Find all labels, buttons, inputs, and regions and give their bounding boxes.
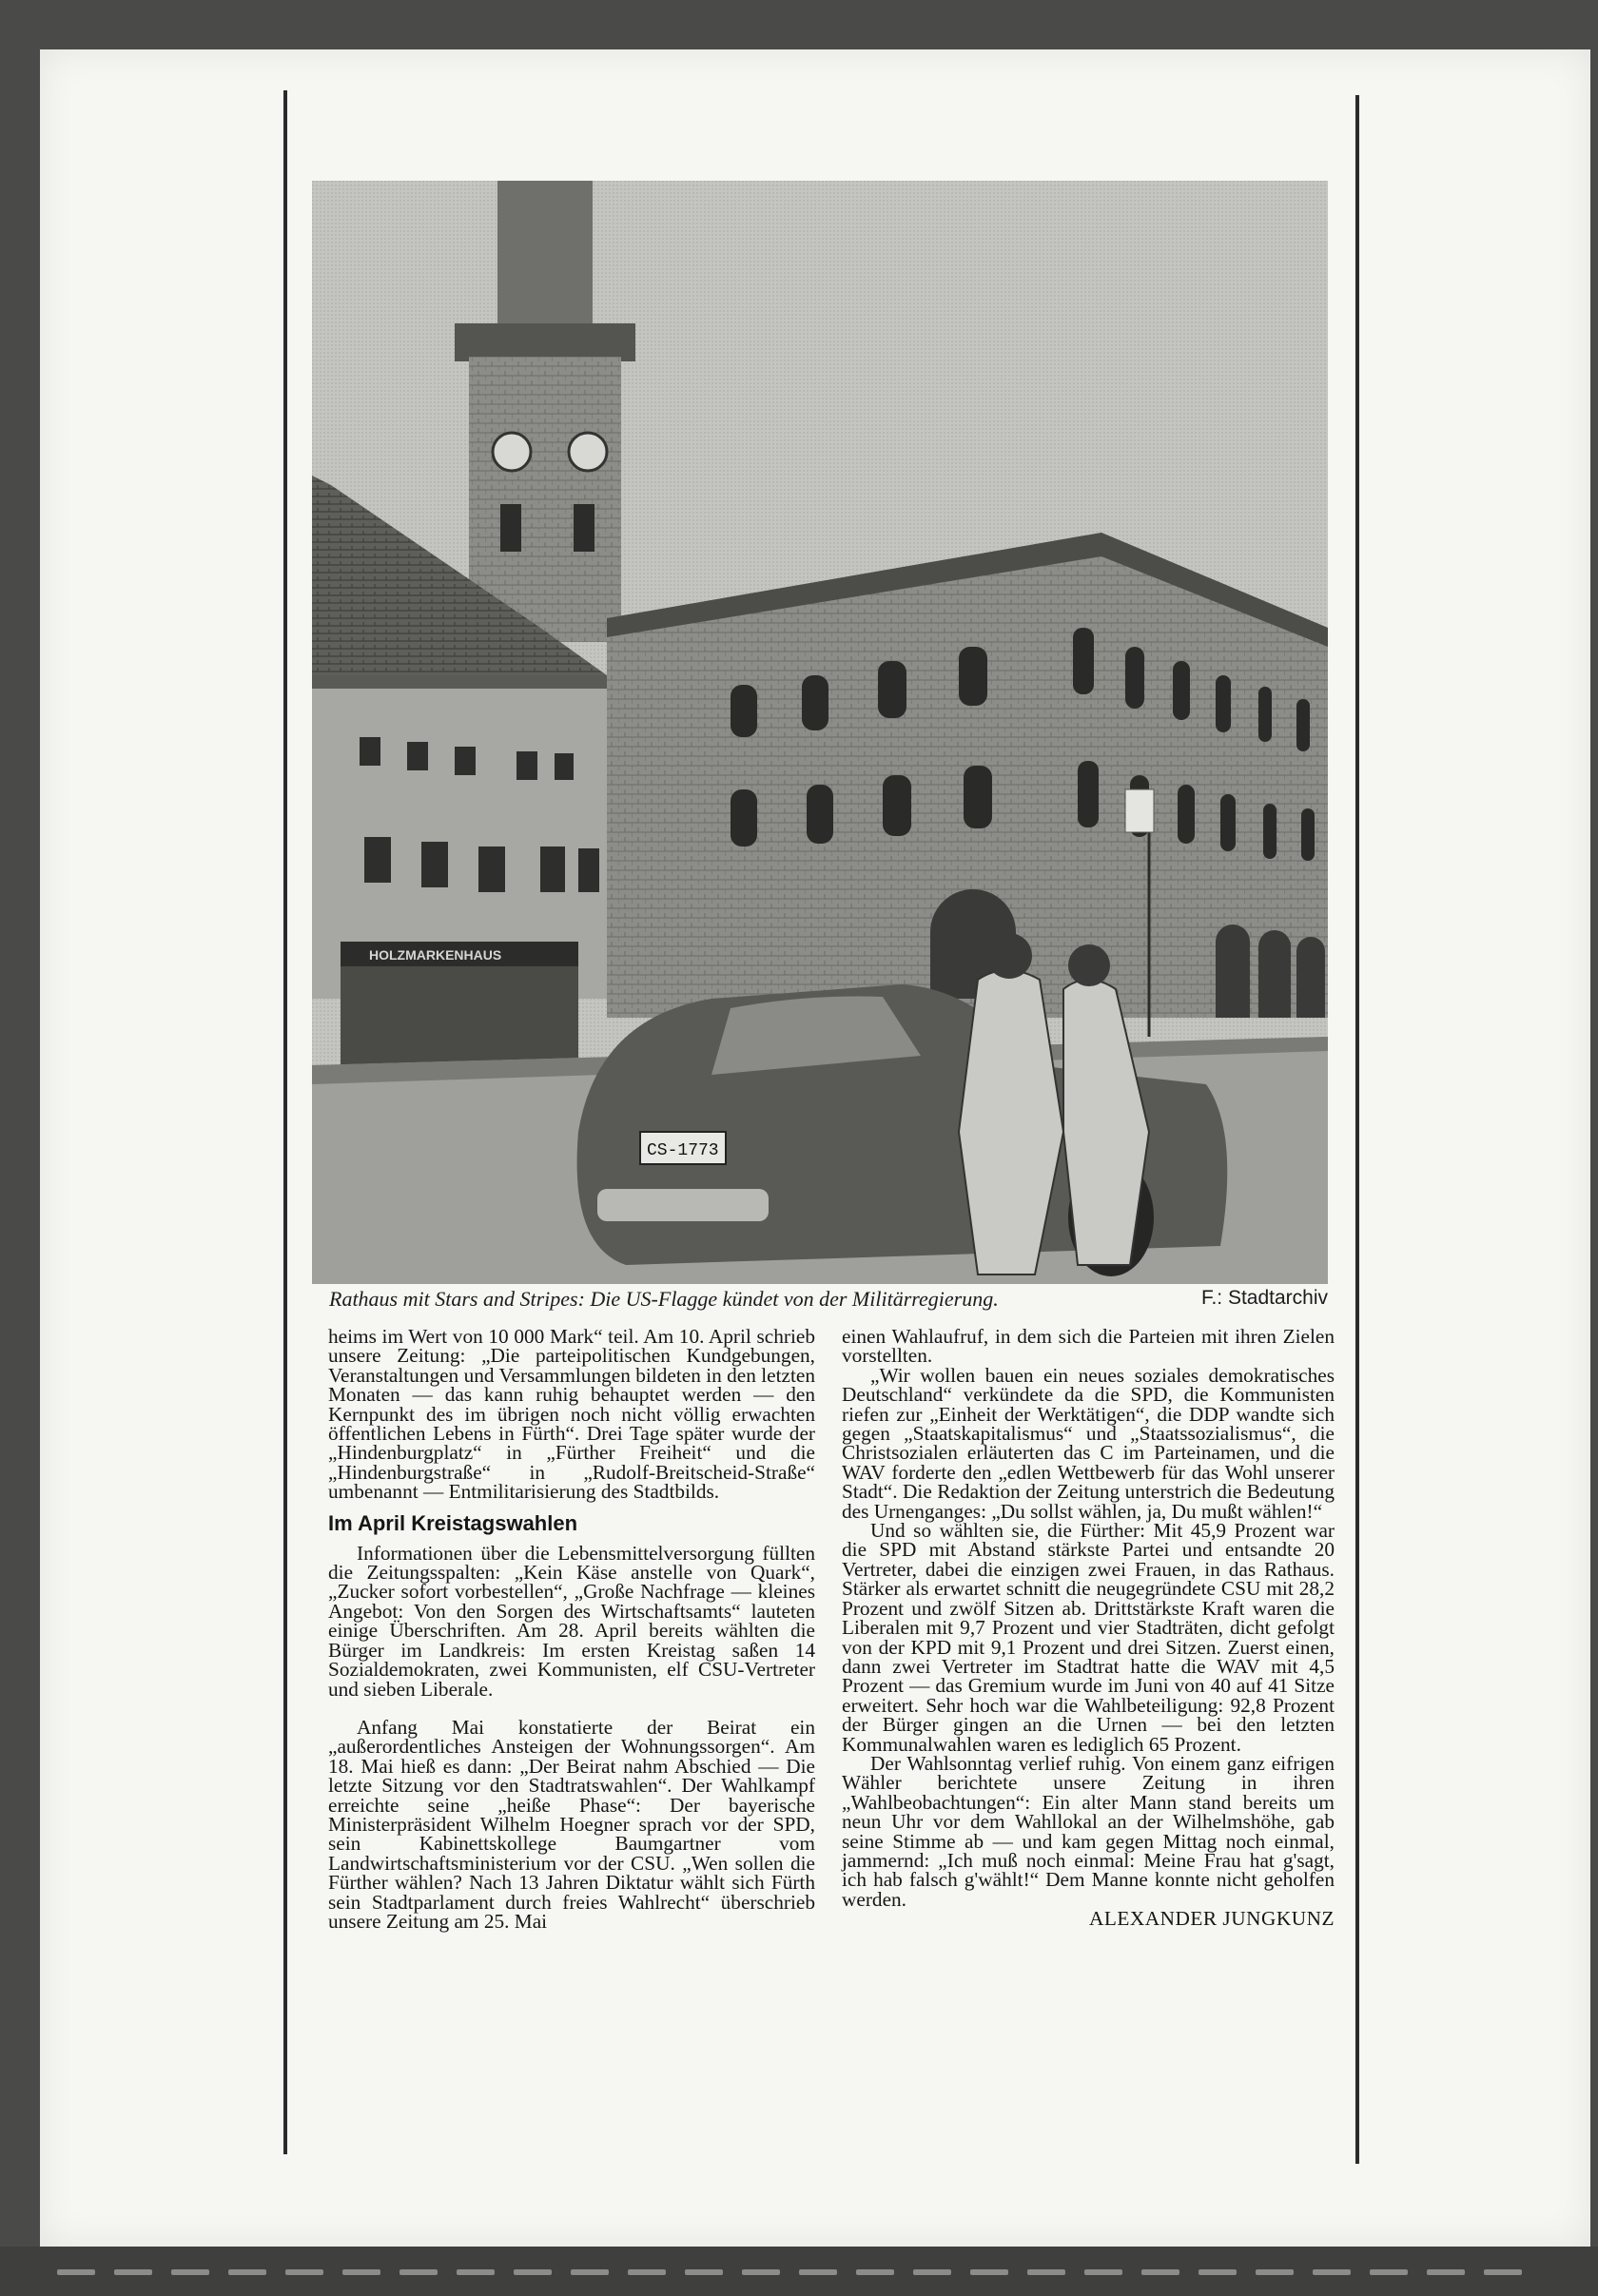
author-byline: ALEXANDER JUNGKUNZ [1088, 1907, 1335, 1931]
town-hall-photo [312, 181, 1328, 1284]
photo-credit: F.: Stadtarchiv [1200, 1287, 1328, 1309]
left-margin-rule [283, 90, 287, 2154]
col2-paragraph-2: „Wir wollen bauen ein neues soziales demokratisches Deutschland“ verkündete da die SPD, die Kommunisten riefen zur „Einheit der Werktätigen“, die DDP wandte sich gegen „Staatskapitalismus“ und „Staatssozialismus“, die Christsozialen erläuterten das C im Parteinamen, und die WAV forderte den „edlen Wettbewerb für das Wohl unserer Stadt“. Die Redaktion der Zeitung unterstrich die Bedeutung des Urnenganges: „Du sollst wählen, ja, Du mußt wählen!“ [842, 1363, 1335, 1523]
article-column-2 [842, 1327, 1335, 1929]
col1-paragraph-1: heims im Wert von 10 000 Mark“ teil. Am 10. April schrieb unsere Zeitung: „Die parteipolitischen Kundgebungen, Veranstaltungen und Versammlungen bildeten in den letzten Monaten — das kann ruhig behauptet werden — den Kernpunkt des im übrigen noch nicht völlig erwachten öffentlichen Lebens in Fürth“. Drei Tage später wurde der „Hindenburgplatz“ in „Fürther Freiheit“ und die „Hindenburgstraße“ in „Rudolf-Breitscheid-Straße“ umbenannt — Entmilitarisierung des Stadtbilds. [328, 1325, 815, 1504]
col1-paragraph-2: Informationen über die Lebensmittelversorgung füllten die Zeitungsspalten: „Kein Käse anstelle von Quark“, „Zucker sofort vorbestellen“, „Große Nachfrage — kleines Angebot: Von den Sorgen des Wirtschaftsamts“ lauteten einige Überschriften. Am 28. April bereits wählten die Bürger im Landkreis: Im ersten Kreistag saßen 14 Sozialdemokraten, zwei Kommunisten, elf CSU-Vertreter und sieben Liberale. [328, 1541, 815, 1701]
article-column-1 [328, 1327, 815, 1931]
caption-text: Rathaus mit Stars and Stripes: Die US-Flagge kündet von der Militärregierung. [329, 1287, 999, 1311]
col2-paragraph-3: Und so wählten sie, die Fürther: Mit 45,9 Prozent war die SPD mit Abstand stärkste Partei und entsandte 20 Vertreter, dabei die einzigen zwei Frauen, in das Rathaus. Stärker als erwartet schnitt die neugegründete CSU mit 28,2 Prozent und zwölf Sitzen ab. Drittstärkste Kraft waren die Liberalen mit 9,7 Prozent und vier Stadträten, dicht gefolgt von der KPD mit 9,1 Prozent und drei Sitzen. Zuerst einen, dann zwei Vertreter im Stadtrat hatte die WAV mit 4,5 Prozent — das Gremium wurde im Juni von 40 auf 41 Sitze erweitert. Sehr hoch war die Wahlbeteiligung: 92,8 Prozent der Bürger gingen an die Urnen — bei den letzten Kommunalwahlen waren es lediglich 65 Prozent. [842, 1519, 1335, 1756]
photo-caption [329, 1287, 1328, 1319]
right-margin-rule [1355, 95, 1359, 2164]
shop-sign-text: HOLZMARKENHAUS [369, 947, 502, 963]
section-heading: Im April Kreistagswahlen [328, 1510, 578, 1535]
col2-paragraph-1: einen Wahlaufruf, in dem sich die Parteien mit ihren Zielen vorstellten. [842, 1325, 1335, 1368]
license-plate-text: CS-1773 [647, 1141, 719, 1160]
scan-bottom-edge [0, 2247, 1598, 2296]
col1-paragraph-3: Anfang Mai konstatierte der Beirat ein „außerordentliches Ansteigen der Wohnungssorgen“. Am 18. Mai hieß es dann: „Der Beirat nahm Abschied — Die letzte Sitzung vor den Stadtratswahlen“. Der Wahlkampf erreichte seine „heiße Phase“: Der bayerische Ministerpräsident Wilhelm Hoegner sprach vor der SPD, sein Kabinettskollege Baumgartner vom Landwirtschaftsministerium vor der CSU. „Wen sollen die Fürther wählen? Nach 13 Jahren Diktatur wählt sich Fürth sein Stadtparlament durch freies Wahlrecht“ überschrieb unsere Zeitung am 25. Mai [328, 1715, 815, 1933]
col2-paragraph-4: Der Wahlsonntag verlief ruhig. Von einem ganz eifrigen Wähler berichtete unsere Zeitung in ihren „Wahlbeobachtungen“: Ein alter Mann stand bereits um neun Uhr vor dem Wahllokal an der Wilhelmshöhe, gab seine Stimme ab — und kam gegen Mittag noch einmal, jammernd: „Ich muß noch einmal: Meine Frau hat g'sagt, ich hab falsch g'wählt!“ Dem Manne konnte nicht geholfen werden. [842, 1751, 1335, 1911]
